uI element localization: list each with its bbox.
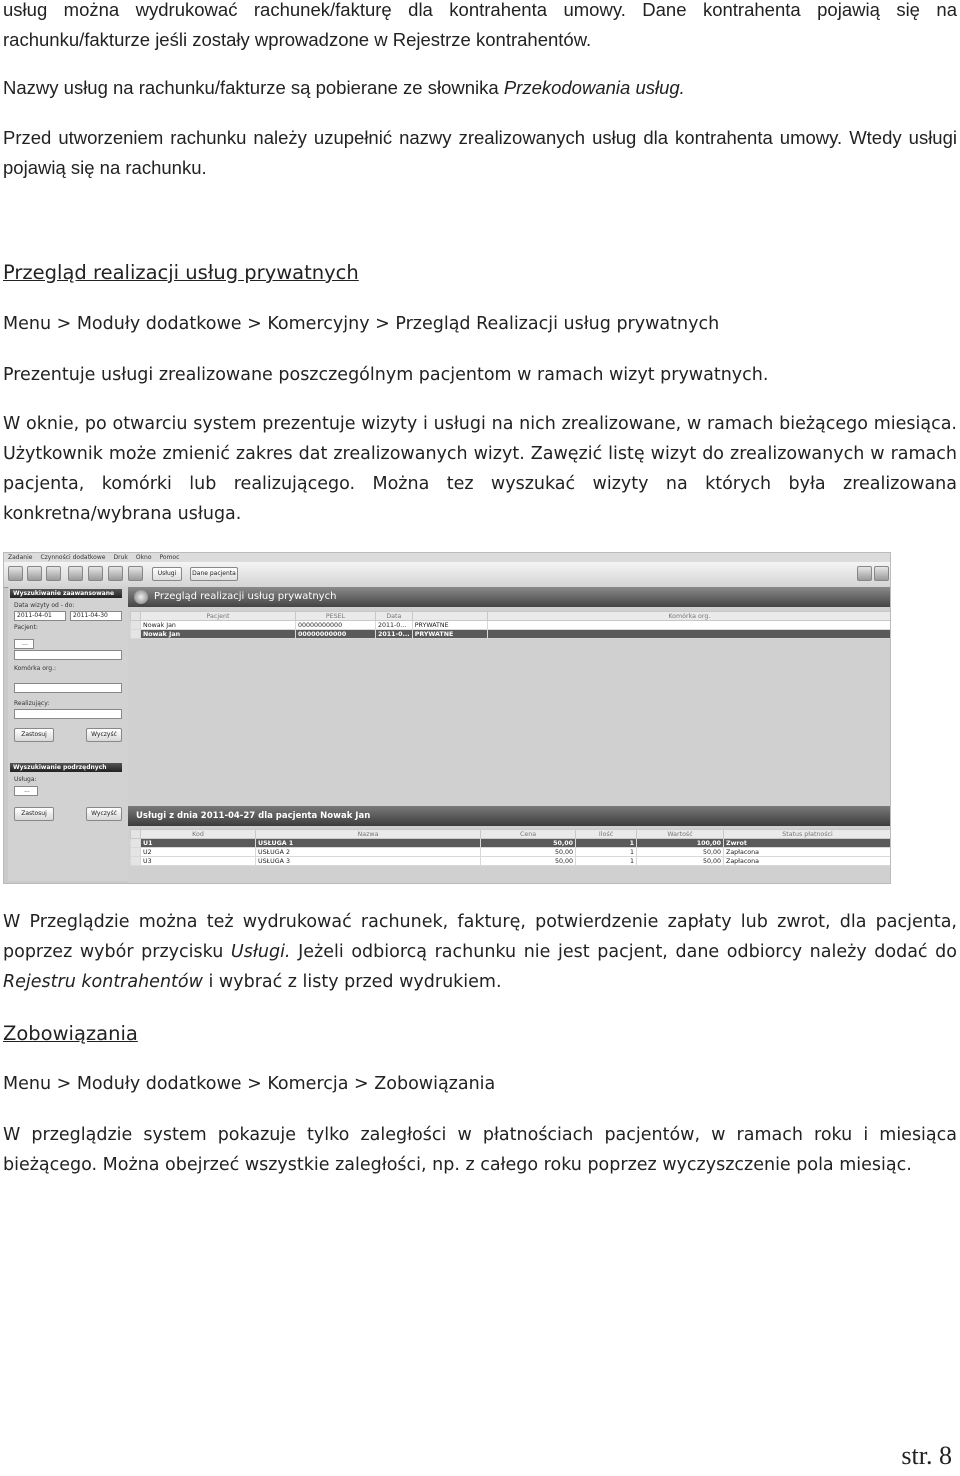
executor-label: Realizujący: (14, 700, 50, 707)
cell-status: Zwrot (724, 839, 892, 848)
cell-patient: Nowak Jan (141, 621, 296, 630)
sub-apply-button[interactable]: Zastosuj (14, 807, 54, 821)
sub-search-header: Wyszukiwanie podrzędnych (10, 763, 122, 772)
app-screenshot (3, 552, 891, 884)
app-toolbar (4, 562, 890, 588)
paragraph-private-services-desc: Prezentuje usługi zrealizowane poszczególnym pacjentom w ramach wizyt prywatnych. (3, 365, 769, 385)
column-header[interactable]: Wartość (637, 830, 724, 839)
table-row[interactable] (131, 848, 892, 857)
paragraph-window-desc: W oknie, po otwarciu system prezentuje wizyty i usługi na nich zrealizowane, w ramach bieżącego miesiąca. Użytkownik może zmienić zakres dat zrealizowanych wizyt. Zawęzić listę wizyt do zrealizowanych w ramach pacjenta, komórki lub realizującego. Można tez wyszukać wizyty na których była zrealizowana konkretna/wybrana usługa. (3, 414, 957, 524)
window-title-text: Przegląd realizacji usług prywatnych (154, 591, 337, 602)
cell-pesel: 00000000000 (296, 621, 376, 630)
menu-item[interactable]: Druk (113, 554, 128, 561)
cell-code: U2 (141, 848, 256, 857)
menu-item[interactable]: Zadanie (8, 554, 33, 561)
paragraph-service-names (3, 73, 957, 103)
cell-type: PRYWATNE (412, 630, 487, 639)
search-sidebar (8, 587, 128, 881)
cell-qty: 1 (576, 857, 637, 866)
services-header-row (131, 830, 892, 839)
cell-price: 50,00 (481, 857, 576, 866)
services-button-ref: Usługi. (230, 942, 291, 962)
cell-price: 50,00 (481, 839, 576, 848)
date-from-field[interactable]: 2011-04-01 (14, 611, 66, 621)
patient-picker-button[interactable]: ... (14, 639, 34, 649)
cell-price: 50,00 (481, 848, 576, 857)
services-table (130, 829, 891, 866)
patient-data-button[interactable]: Dane pacjenta (190, 567, 238, 581)
save-icon[interactable] (46, 566, 61, 581)
visits-table (130, 611, 891, 639)
service-label: Usługa: (14, 776, 37, 783)
calendar-icon[interactable] (108, 566, 123, 581)
executor-select[interactable] (14, 709, 122, 719)
cell-type: PRYWATNE (412, 621, 487, 630)
column-header[interactable]: Kod (141, 830, 256, 839)
services-title-date: 2011-04-27 (200, 811, 256, 821)
home-icon[interactable] (8, 566, 23, 581)
cell-date: 2011-0... (376, 621, 413, 630)
patient-label: Pacjent: (14, 624, 38, 631)
advanced-search-header: Wyszukiwanie zaawansowane (10, 589, 122, 598)
paragraph-service-names-text: Nazwy usług na rachunku/fakturze są pobierane ze słownika (3, 77, 504, 98)
cell-code: U3 (141, 857, 256, 866)
menu-item[interactable]: Czynności dodatkowe (40, 554, 106, 561)
clear-button[interactable]: Wyczyść (86, 728, 122, 742)
visits-header-row (131, 612, 892, 621)
column-header[interactable]: Pacjent (141, 612, 296, 621)
services-button[interactable]: Usługi (152, 567, 182, 581)
cell-value: 50,00 (637, 857, 724, 866)
services-title-prefix: Usługi z dnia (136, 811, 201, 821)
cell-date: 2011-0... (376, 630, 413, 639)
paragraph-printing (3, 907, 957, 997)
cell-name: USŁUGA 3 (256, 857, 481, 866)
cell-status: Zapłacona (724, 857, 892, 866)
cell-select[interactable] (14, 683, 122, 693)
main-window (128, 587, 891, 884)
page-number: str. 8 (901, 1441, 952, 1470)
services-title-patient: Nowak Jan (320, 811, 371, 821)
window-icon (134, 590, 148, 604)
paragraph-printing-e: i wybrać z listy przed wydrukiem. (202, 972, 502, 992)
app-menubar (4, 553, 890, 562)
print-icon[interactable] (128, 566, 143, 581)
sub-clear-button[interactable]: Wyczyść (86, 807, 122, 821)
cell-value: 100,00 (637, 839, 724, 848)
cell-qty: 1 (576, 848, 637, 857)
column-header[interactable]: Cena (481, 830, 576, 839)
circle-icon[interactable] (88, 566, 103, 581)
users-icon[interactable] (27, 566, 42, 581)
contractors-register-ref: Rejestru kontrahentów (3, 972, 203, 992)
cell-pesel: 00000000000 (296, 630, 376, 639)
column-header[interactable]: Ilość (576, 830, 637, 839)
visit-date-label: Data wizyty od - do: (14, 602, 75, 609)
export-icon[interactable] (857, 566, 872, 581)
cell-name: USŁUGA 2 (256, 848, 481, 857)
menu-item[interactable]: Okno (135, 554, 152, 561)
table-row[interactable] (131, 857, 892, 866)
section-heading-obligations: Zobowiązania (3, 1022, 138, 1045)
cell-label: Komórka org.: (14, 665, 57, 672)
menu-item[interactable]: Pomoc (159, 554, 180, 561)
paragraph-printing-c: Jeżeli odbiorcą rachunku nie jest pacjent, dane odbiorcy należy dodać do (290, 942, 957, 962)
cell-code: U1 (141, 839, 256, 848)
date-to-field[interactable]: 2011-04-30 (70, 611, 122, 621)
cell-status: Zapłacona (724, 848, 892, 857)
column-header[interactable]: Status płatności (724, 830, 892, 839)
document-icon[interactable] (68, 566, 83, 581)
dictionary-name: Przekodowania usług. (503, 77, 685, 98)
table-row-selected[interactable] (131, 839, 892, 848)
paragraph-obligations: W przeglądzie system pokazuje tylko zaległości w płatnościach pacjentów, w ramach roku i miesiąca bieżącego. Można obejrzeć wszystkie zaległości, np. z całego roku poprzez wyczyszczenie pola miesiąc. (3, 1125, 957, 1175)
column-header[interactable]: Data (376, 612, 413, 621)
exit-icon[interactable] (874, 566, 889, 581)
section-heading-private-services: Przegląd realizacji usług prywatnych (3, 261, 359, 284)
services-panel-title (128, 806, 891, 826)
patient-field[interactable] (14, 650, 122, 660)
menu-path-private-services: Menu > Moduły dodatkowe > Komercyjny > Przegląd Realizacji usług prywatnych (3, 314, 720, 334)
paragraph-intro: usług można wydrukować rachunek/fakturę dla kontrahenta umowy. Dane kontrahenta pojawią się na rachunku/fakturze jeśli zostały wprowadzone w Rejestrze kontrahentów. (3, 0, 957, 50)
apply-button[interactable]: Zastosuj (14, 728, 54, 742)
paragraph-printing-a: W Przeglądzie można też wydrukować rachunek, fakturę, potwierdzenie zapłaty lub zwrot, dla pacjenta, poprzez wybór przycisku (3, 912, 957, 962)
cell-value: 50,00 (637, 848, 724, 857)
paragraph-before-invoice: Przed utworzeniem rachunku należy uzupełnić nazwy zrealizowanych usług dla kontrahenta umowy. Wtedy usługi pojawią się na rachunku. (3, 127, 957, 178)
services-title-mid: dla pacjenta (255, 811, 321, 821)
column-header[interactable]: PESEL (296, 612, 376, 621)
table-row-selected[interactable] (131, 630, 892, 639)
cell-name: USŁUGA 1 (256, 839, 481, 848)
window-title (128, 587, 891, 607)
column-header[interactable]: Komórka org. (487, 612, 891, 621)
column-header[interactable] (412, 612, 487, 621)
menu-path-obligations: Menu > Moduły dodatkowe > Komercja > Zobowiązania (3, 1074, 496, 1094)
column-header[interactable]: Nazwa (256, 830, 481, 839)
cell-patient: Nowak Jan (141, 630, 296, 639)
table-row[interactable] (131, 621, 892, 630)
service-picker-button[interactable]: ... (14, 786, 38, 796)
cell-qty: 1 (576, 839, 637, 848)
